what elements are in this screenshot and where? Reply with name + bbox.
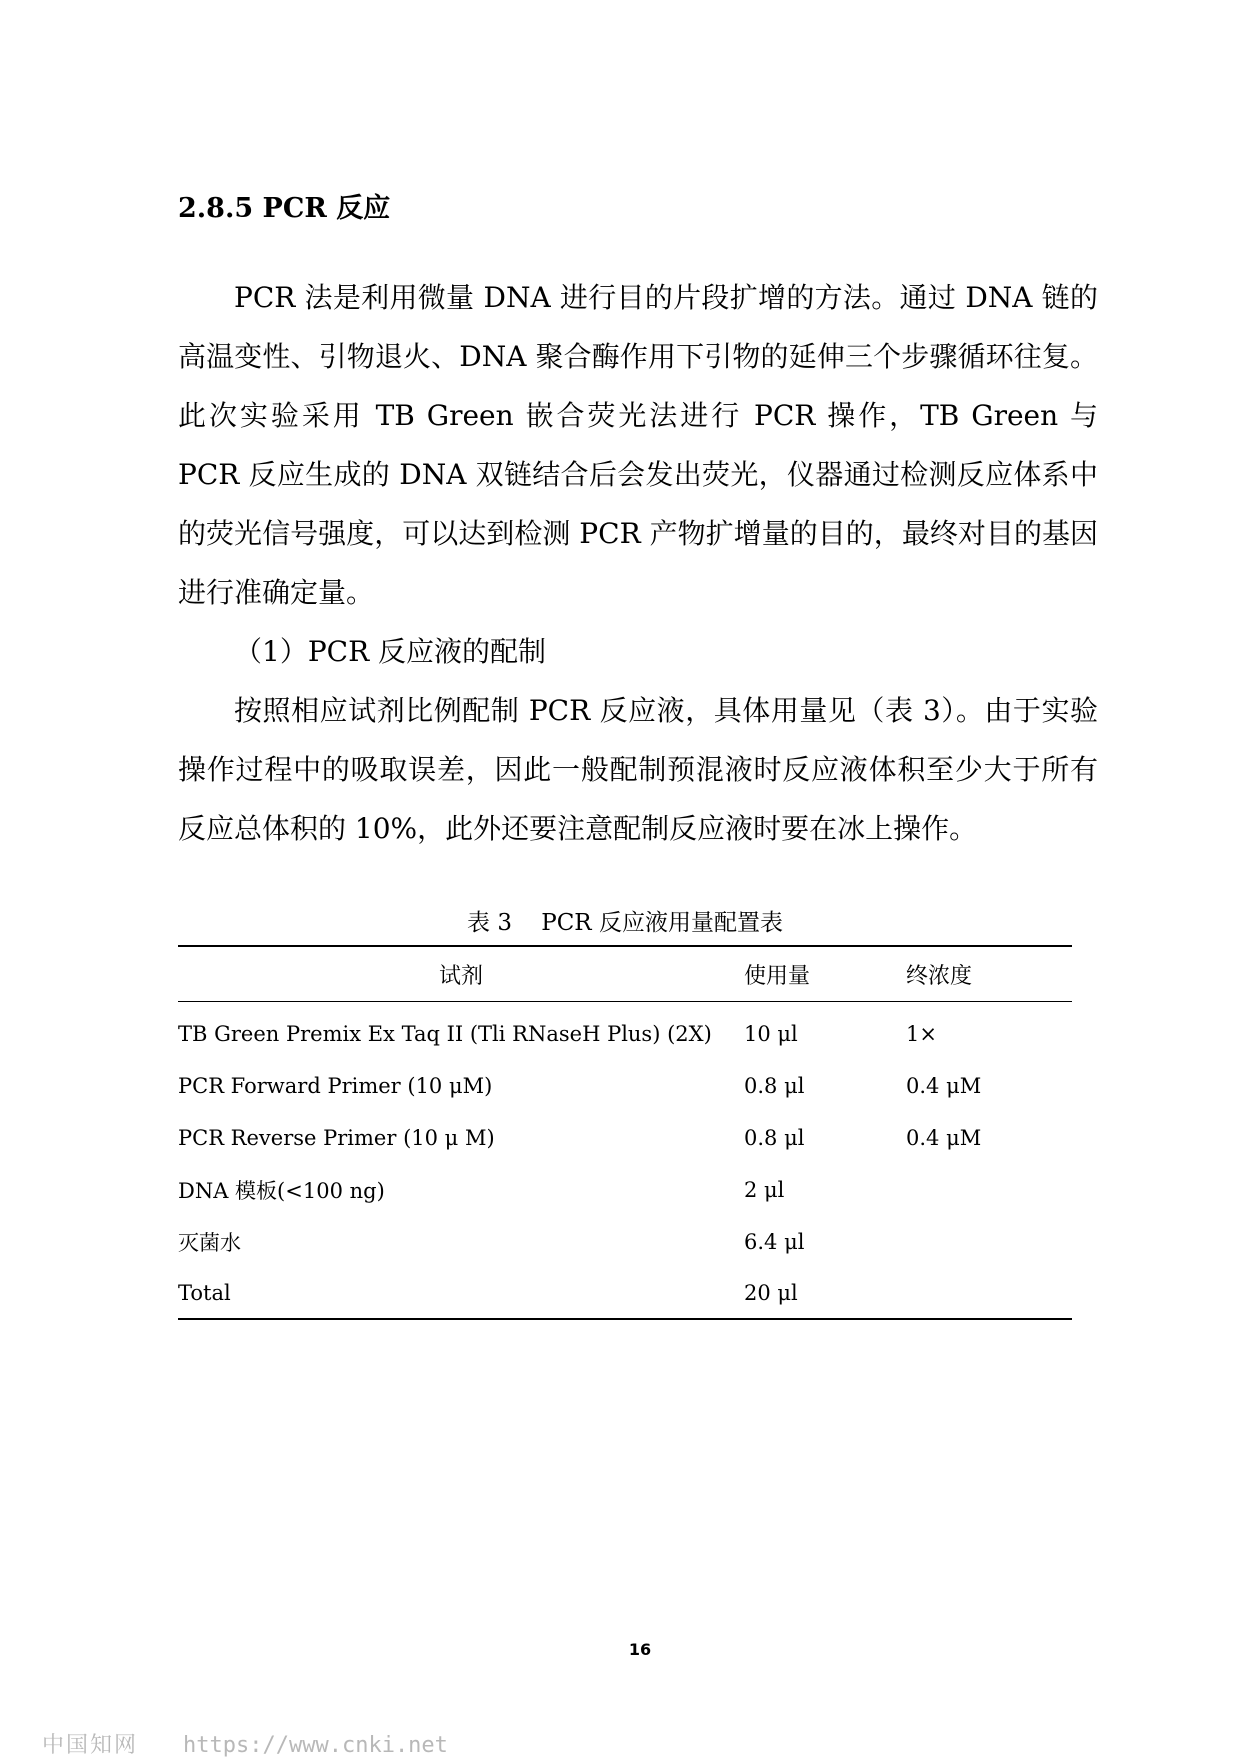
cell-volume: 0.8 μl [744,1126,805,1150]
cell-reagent: DNA 模板(<100 ng) [178,1179,385,1203]
cell-reagent: PCR Forward Primer (10 μM) [178,1074,493,1098]
table-header-row [178,946,1072,1002]
header-reagent: 试剂 [178,946,744,1002]
cell-reagent: 灭菌水 [178,1231,241,1255]
intro-paragraph: PCR 法是利用微量 DNA 进行目的片段扩增的方法。通过 DNA 链的高温变性、引物退火、DNA 聚合酶作用下引物的延伸三个步骤循环往复。此次实验采用 TB Green 嵌合荧光法进行 PCR 操作，TB Green 与 PCR 反应生成的 DNA 双链结合后会发出荧光，仪器通过检测反应体系中的荧光信号强度，可以达到检测 PCR 产物扩增量的目的，最终对目的基因进行准确定量。 [178,281,1098,609]
cell-concentration [906,1216,1072,1268]
table-caption: 表 3 PCR 反应液用量配置表 [467,910,783,936]
cell-reagent: PCR Reverse Primer (10 μ M) [178,1126,495,1150]
step1-paragraph: 按照相应试剂比例配制 PCR 反应液，具体用量见（表 3）。由于实验操作过程中的吸取误差，因此一般配制预混液时反应液体积至少大于所有反应总体积的 10%，此外还要注意配制反应液时要在冰上操作。 [178,694,1098,845]
cell-reagent: Total [178,1268,744,1319]
header-volume: 使用量 [744,946,906,1002]
step1-title: （1）PCR 反应液的配制 [234,635,547,668]
cell-volume: 6.4 μl [744,1230,805,1254]
watermark [42,1728,448,1759]
table-row [178,1268,1072,1319]
cell-volume: 20 μl [744,1268,906,1319]
watermark-name: 中国知网 [42,1733,139,1758]
watermark-url: https://www.cnki.net [183,1733,448,1758]
cell-concentration [906,1164,1072,1216]
reagent-table [178,945,1072,1320]
table-row [178,1002,1072,1061]
table-row [178,1112,1072,1164]
cell-reagent: TB Green Premix Ex Taq II (Tli RNaseH Plus) (2X) [178,1022,712,1046]
page-number: 16 [628,1640,652,1659]
cell-volume: 10 μl [744,1022,798,1046]
table-row [178,1060,1072,1112]
cell-volume: 2 μl [744,1178,785,1202]
section-heading: 2.8.5 PCR 反应 [178,193,391,224]
cell-concentration [906,1268,1072,1319]
table-row [178,1164,1072,1216]
cell-concentration: 1× [906,1022,937,1046]
header-concentration: 终浓度 [906,946,1072,1002]
cell-volume: 0.8 μl [744,1074,805,1098]
table-row [178,1216,1072,1268]
cell-concentration: 0.4 μM [906,1074,982,1098]
cell-concentration: 0.4 μM [906,1126,982,1150]
